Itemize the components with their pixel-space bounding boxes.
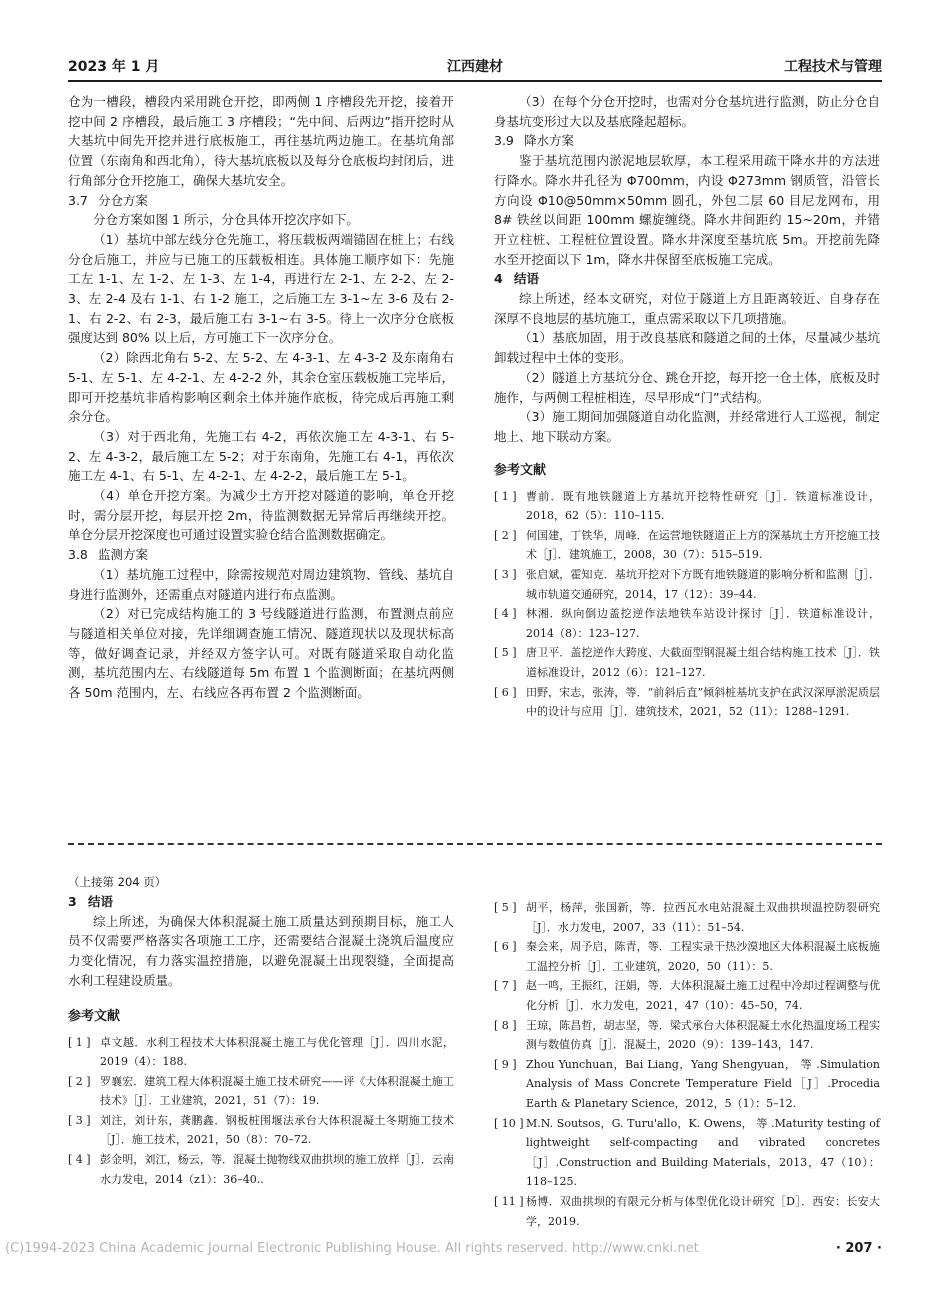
reference-text: 何国建，丁铁华，周峰．在运营地铁隧道正上方的深基坑土方开挖施工技术［J］．建筑施工，2008，30（7）：515–519. xyxy=(526,528,880,562)
reference-number: [ 2 ] xyxy=(494,528,517,542)
page-header xyxy=(68,56,882,78)
section-number: 4 xyxy=(494,271,503,287)
references-title: 参考文献 xyxy=(68,1008,121,1024)
reference-number: [ 3 ] xyxy=(494,568,517,582)
reference-number: [ 1 ] xyxy=(68,1035,91,1049)
reference-list xyxy=(68,1033,454,1190)
section-number: 3.9 xyxy=(494,133,514,149)
reference-text: 秦会来，周予启，陈青，等．工程实录干热沙漠地区大体积混凝土底板施工温控分析［J］．工业建筑，2020，50（11）：5. xyxy=(526,940,880,973)
reference-item xyxy=(494,487,880,526)
section-number: 3.7 xyxy=(68,192,88,208)
page-number: · 207 · xyxy=(835,1241,882,1256)
reference-text: M.N. Soutsos，G. Turu'allo，K. Owens， 等 .Maturity testing of lightweight self-compacting and vibrated concretes［J］.Construction and Building Materials，2013，47（10）：118–125. xyxy=(526,1116,880,1189)
references-title: 参考文献 xyxy=(494,462,547,478)
page-footer xyxy=(0,1241,950,1263)
reference-text: 曹前．既有地铁隧道上方基坑开挖特性研究［J］．铁道标准设计，2018，62（5）：110–115. xyxy=(526,489,880,523)
continued-from-note: （上接第 204 页） xyxy=(68,875,167,889)
paragraph: （3）在每个分仓开挖时，也需对分仓基坑进行监测，防止分仓自身基坑变形过大以及基底隆起超标。 xyxy=(494,94,880,129)
reference-number: [ 6 ] xyxy=(494,940,517,954)
reference-item xyxy=(494,898,880,937)
reference-item xyxy=(494,976,880,1015)
section-heading-3-9 xyxy=(494,131,880,151)
continued-article-right xyxy=(494,898,880,1231)
reference-item xyxy=(494,565,880,604)
reference-text: 彭金明，刘江，杨云，等．混凝土抛物线双曲拱坝的施工放样［J］．云南水力发电，2014（z1）：36–40.. xyxy=(100,1153,454,1186)
reference-item xyxy=(494,526,880,565)
reference-text: 赵一鸣，王振红，汪娟，等．大体积混凝土施工过程中冷却过程调整与优化分析［J］．水力发电，2021，47（10）：45–50，74. xyxy=(526,979,880,1012)
reference-text: 唐卫平．盖挖逆作大跨度、大截面型钢混凝土组合结构施工技术［J］．铁道标准设计，2012（6）：121–127. xyxy=(526,646,880,679)
paragraph: （4）单仓开挖方案。为减少土方开挖对隧道的影响，单仓开挖时，需分层开挖，每层开挖 2m，待监测数据无异常后再继续开挖。单仓分层开挖深度也可通过设置实验仓结合监测数据确定。 xyxy=(68,488,454,543)
continued-article-left xyxy=(68,872,454,1189)
journal-section: 工程技术与管理 xyxy=(784,59,882,75)
reference-item xyxy=(68,1111,454,1150)
paragraph: （3）对于西北角，先施工右 4-2，再依次施工左 4-3-1、右 5-2、左 4-3-2，最后施工左 5-2；对于东南角，先施工右 4-1，再依次施工左 4-1、右 5-1、左 4-2-1、左 4-2-2，最后施工左 5-1。 xyxy=(68,428,454,484)
copyright-watermark: (C)1994-2023 China Academic Journal Electronic Publishing House. All rights reserved. http://www.cnki.net xyxy=(5,1241,699,1256)
article-divider xyxy=(68,843,882,845)
header-rule xyxy=(68,80,882,82)
reference-text: 林湘．纵向倒边盖挖逆作法地铁车站设计探讨［J］．铁道标准设计，2014（8）：123–127. xyxy=(526,607,880,640)
issue-date: 2023 年 1 月 xyxy=(68,59,160,75)
reference-item xyxy=(494,937,880,976)
reference-item xyxy=(494,604,880,643)
reference-number: [ 5 ] xyxy=(494,646,517,660)
paragraph: 分仓方案如图 1 所示，分仓具体开挖次序如下。 xyxy=(93,212,359,228)
journal-name: 江西建材 xyxy=(447,59,503,75)
article-column-left xyxy=(68,92,454,703)
reference-text: 刘注，刘计东，龚鹏鑫．钢板桩围堰法承台大体积混凝土冬期施工技术［J］．施工技术，2021，50（8）：70–72. xyxy=(100,1113,454,1147)
reference-item xyxy=(494,1192,880,1231)
reference-text: 胡平，杨萍，张国新，等．拉西瓦水电站混凝土双曲拱坝温控防裂研究［J］．水力发电，2007，33（11）：51–54. xyxy=(526,901,880,934)
paragraph: 鉴于基坑范围内淤泥地层软厚，本工程采用疏干降水井的方法进行降水。降水井孔径为 Φ700mm，内设 Φ273mm 钢质管，沿管长方向设 Φ10@50mm×50mm 圆孔，外包二层 60 目尼龙网布，用 8# 铁丝以间距 100mm 螺旋缠绕。降水井间距约 15~20m，并错开立柱桩、工程桩位置设置。降水井深度至基坑底 5m。开挖前先降水至开挖面以下 1m，降水井保留至底板施工完成。 xyxy=(494,153,880,267)
reference-number: [ 5 ] xyxy=(494,901,517,914)
reference-list xyxy=(494,487,880,722)
reference-number: [ 1 ] xyxy=(494,489,517,503)
section-number: 3.8 xyxy=(68,547,88,563)
reference-list xyxy=(494,898,880,1231)
reference-item xyxy=(68,1150,454,1189)
paragraph: （2）对已完成结构施工的 3 号线隧道进行监测，布置测点前应与隧道相关单位对接，先详细调查施工情况、隧道现状以及现状标高等，做好调查记录，并经双方签字认可。对既有隧道采取自动化监测，基坑范围内左、右线隧道每 5m 布置 1 个监测断面；在基坑两侧各 50m 范围内，左、右线应各再布置 2 个监测断面。 xyxy=(68,606,454,701)
reference-number: [ 8 ] xyxy=(494,1018,517,1032)
paragraph: （1）基底加固，用于改良基底和隧道之间的土体，尽量减少基坑卸载过程中土体的变形。 xyxy=(494,330,880,366)
section-title: 结语 xyxy=(88,894,114,909)
section-title: 监测方案 xyxy=(98,547,149,563)
reference-item xyxy=(494,1114,880,1192)
reference-text: 王琼，陈昌哲，胡志坚，等．梁式承台大体积混凝土水化热温度场工程实测与数值仿真［J］．混凝土，2020（9）：139–143，147. xyxy=(526,1018,880,1052)
paragraph: （2）隧道上方基坑分仓、跳仓开挖，每开挖一仓土体，底板及时施作，与两侧工程桩相连，尽早形成“门”式结构。 xyxy=(494,369,880,405)
paragraph: 仓为一槽段，槽段内采用跳仓开挖，即两侧 1 序槽段先开挖，接着开挖中间 2 序槽段，最后施工 3 序槽段；“先中间、后两边”指开挖时从大基坑中间先开挖并进行底板施工，再往基坑两边施工。在基坑角部位置（东南角和西北角），待大基坑底板以及每分仓底板均封闭后，进行角部分仓开挖施工，确保大基坑安全。 xyxy=(68,94,454,188)
section-heading-3 xyxy=(68,892,454,912)
reference-number: [ 9 ] xyxy=(494,1057,517,1071)
section-heading-3-7 xyxy=(68,191,454,211)
reference-item xyxy=(494,1016,880,1055)
paragraph: （1）基坑施工过程中，除需按规范对周边建筑物、管线、基坑自身进行监测外，还需重点对隧道内进行布点监测。 xyxy=(68,566,454,602)
paragraph: （2）除西北角右 5-2、左 5-2、左 4-3-1、左 4-3-2 及东南角右 5-1、左 5-1、左 4-2-1、左 4-2-2 外，其余仓室压载板施工完毕后，即可开挖基坑非盾构影响区剩余土体并施作底板，待完成后再施工剩余分仓。 xyxy=(68,350,454,425)
reference-text: 杨博．双曲拱坝的有限元分析与体型优化设计研究［D］．西安：长安大学，2019. xyxy=(526,1194,880,1228)
article-column-right xyxy=(494,92,880,722)
section-heading-3-8 xyxy=(68,545,454,565)
section-title: 降水方案 xyxy=(524,133,575,149)
reference-text: 罗襄宏．建筑工程大体积混凝土施工技术研究——评《大体积混凝土施工技术》［J］．工业建筑，2021，51（7）：19. xyxy=(100,1074,454,1108)
reference-number: [ 6 ] xyxy=(494,685,517,699)
reference-number: [ 2 ] xyxy=(68,1074,91,1088)
reference-number: [ 4 ] xyxy=(68,1153,91,1167)
reference-text: 张启斌，霍知克．基坑开挖对下方既有地铁隧道的影响分析和监测［J］．城市轨道交通研究，2014，17（12）：39–44. xyxy=(526,568,880,601)
section-title: 结语 xyxy=(514,271,540,287)
reference-item xyxy=(494,683,880,722)
reference-item xyxy=(68,1072,454,1111)
reference-number: [ 7 ] xyxy=(494,979,517,993)
paragraph: （3）施工期间加强隧道自动化监测，并经常进行人工巡视，制定地上、地下联动方案。 xyxy=(494,409,880,444)
reference-number: [ 3 ] xyxy=(68,1113,91,1127)
paragraph: 综上所述，为确保大体积混凝土施工质量达到预期目标，施工人员不仅需要严格落实各项施工工序，还需要结合混凝土浇筑后温度应力变化情况，有力落实温控措施，以避免混凝土出现裂缝，全面提高水利工程建设质量。 xyxy=(68,913,454,988)
paragraph: （1）基坑中部左线分仓先施工，将压载板两端锚固在桩上；右线分仓后施工，并应与已施工的压载板相连。具体施工顺序如下：先施工左 1-1、左 1-2、左 1-3、左 1-4，再进行左 2-1、左 2-2、左 2-3、左 2-4 及右 1-1、右 1-2 施工，之后施工左 3-1~左 3-6 及右 2-1、右 2-2、右 2-3，最后施工右 3-1~右 3-5。待上一次序分仓底板强度达到 80% 以上后，方可施工下一次序分仓。 xyxy=(68,231,454,346)
reference-text: Zhou Yunchuan，Bai Liang，Yang Shengyuan， 等 .Simulation Analysis of Mass Concrete Temperature Field［J］.Procedia Earth & Planetary Science，2012，5（1）：5–12. xyxy=(526,1057,880,1110)
section-number: 3 xyxy=(68,894,77,909)
reference-item xyxy=(494,1055,880,1114)
reference-item xyxy=(68,1033,454,1072)
reference-text: 田野，宋志，张涛，等．“前斜后直”倾斜桩基坑支护在武汉深厚淤泥质层中的设计与应用［J］．建筑技术，2021，52（11）：1288–1291. xyxy=(526,685,880,719)
reference-number: [ 4 ] xyxy=(494,607,517,621)
reference-item xyxy=(494,643,880,682)
reference-text: 卓文越．水利工程技术大体积混凝土施工与优化管理［J］．四川水泥，2019（4）：188. xyxy=(100,1035,454,1069)
reference-number: [ 11 ] xyxy=(494,1194,524,1208)
section-heading-4 xyxy=(494,269,880,289)
paragraph: 综上所述，经本文研究，对位于隧道上方且距离较近、自身存在深厚不良地层的基坑施工，重点需采取以下几项措施。 xyxy=(494,291,880,326)
section-title: 分仓方案 xyxy=(98,192,149,208)
reference-number: [ 10 ] xyxy=(494,1116,524,1130)
